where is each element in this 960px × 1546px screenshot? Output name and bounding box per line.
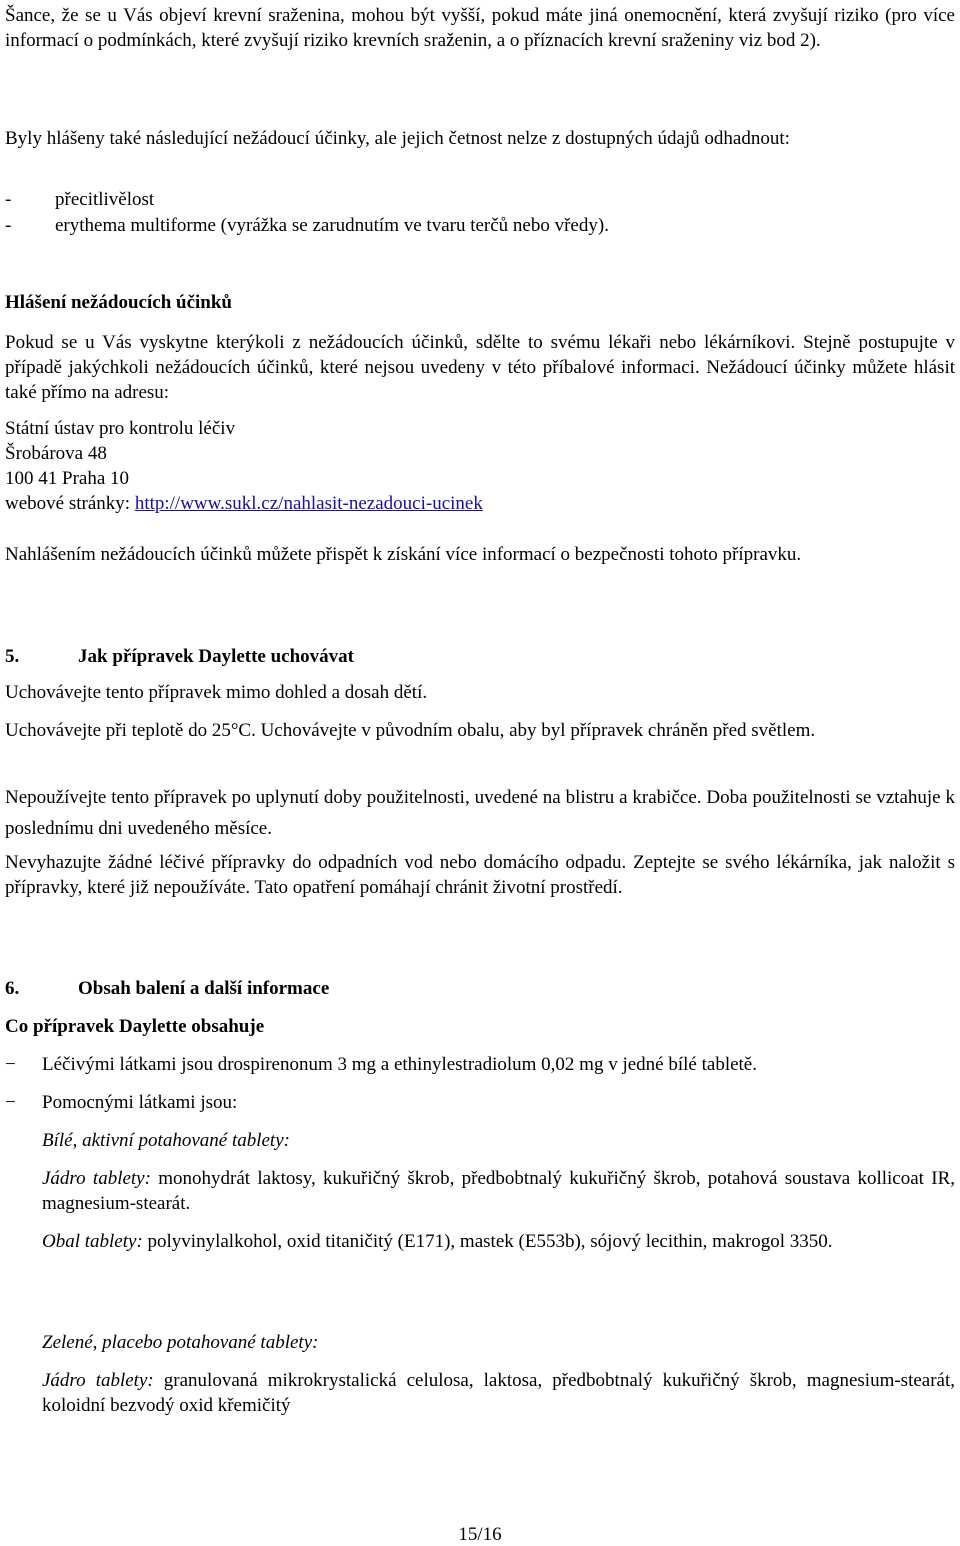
storage-disposal: Nevyhazujte žádné léčivé přípravky do odpadních vod nebo domácího odpadu. Zeptejte se svého lékárníka, jak naložit s přípravky, které již nepoužíváte. Tato opatření pomáhají chránit životní prostředí. — [5, 852, 955, 898]
paragraph-unknown-frequency: Byly hlášeny také následující nežádoucí účinky, ale jejich četnost nelze z dostupných údajů odhadnout: — [5, 128, 790, 149]
paragraph-blood-clot-risk: Šance, že se u Vás objeví krevní sraženina, mohou být vyšší, pokud máte jiná onemocnění, která zvyšují riziko (pro více informací o podmínkách, které zvyšují riziko krevních sraženin, a o příznacích krevní sraženiny viz bod 2). — [5, 5, 955, 51]
list-item: erythema multiforme (vyrážka se zarudnutím ve tvaru terčů nebo vředy). — [55, 215, 609, 236]
page-number: 15/16 — [458, 1524, 502, 1545]
storage-temperature: Uchovávejte při teplotě do 25°C. Uchovávejte v původním obalu, aby byl přípravek chráněn před světlem. — [5, 720, 816, 741]
section-6-number: 6. — [5, 978, 20, 999]
coating-label: Obal tablety: — [42, 1231, 143, 1252]
address-line-2: Šrobárova 48 — [5, 443, 107, 464]
white-coating-text: polyvinylalkohol, oxid titaničitý (E171), mastek (E553b), sójový lecithin, makrogol 3350. — [142, 1231, 833, 1252]
white-tablet-coating — [42, 1229, 955, 1254]
list-dash: - — [5, 215, 12, 236]
white-core-text: monohydrát laktosy, kukuřičný škrob, předbobtnalý kukuřičný škrob, potahová soustava kollicoat IR, magnesium-stearát. — [42, 1168, 955, 1214]
paragraph-safety: Nahlášením nežádoucích účinků můžete přispět k získání více informací o bezpečnosti tohoto přípravku. — [5, 544, 802, 565]
storage-children: Uchovávejte tento přípravek mimo dohled a dosah dětí. — [5, 682, 428, 703]
core-label: Jádro tablety: — [42, 1370, 154, 1391]
section-5-number: 5. — [5, 646, 20, 667]
green-core-text: granulovaná mikrokrystalická celulosa, laktosa, předbobtnalý kukuřičný škrob, magnesium-stearát, koloidní bezvodý oxid křemičitý — [42, 1370, 956, 1416]
heading-reporting: Hlášení nežádoucích účinků — [5, 292, 232, 313]
white-tablets-heading: Bílé, aktivní potahované tablety: — [42, 1130, 290, 1151]
website-line — [5, 491, 955, 516]
bullet-dash: − — [5, 1092, 16, 1113]
green-tablet-core — [42, 1368, 955, 1418]
website-label: webové stránky: — [5, 493, 135, 514]
active-substances: Léčivými látkami jsou drospirenonum 3 mg a ethinylestradiolum 0,02 mg v jedné bílé tabletě. — [42, 1054, 757, 1075]
section-5-title: Jak přípravek Daylette uchovávat — [78, 646, 355, 667]
list-item: přecitlivělost — [55, 189, 155, 210]
green-tablets-heading: Zelené, placebo potahované tablety: — [42, 1332, 319, 1353]
paragraph-reporting: Pokud se u Vás vyskytne kterýkoli z nežádoucích účinků, sdělte to svému lékaři nebo lékárníkovi. Stejně postupujte v případě jakýchkoli nežádoucích účinků, které nejsou uvedeny v této příbalové informaci. Nežádoucí účinky můžete hlásit také přímo na adresu: — [5, 332, 955, 403]
bullet-dash: − — [5, 1054, 16, 1075]
subheading-contents: Co přípravek Daylette obsahuje — [5, 1016, 265, 1037]
section-6-title: Obsah balení a další informace — [78, 978, 330, 999]
core-label: Jádro tablety: — [42, 1168, 151, 1189]
address-line-3: 100 41 Praha 10 — [5, 468, 130, 489]
white-tablet-core — [42, 1166, 955, 1216]
website-link[interactable]: http://www.sukl.cz/nahlasit-nezadouci-ucinek — [134, 493, 483, 514]
excipients-intro: Pomocnými látkami jsou: — [42, 1092, 238, 1113]
list-dash: - — [5, 189, 12, 210]
storage-expiry: Nepoužívejte tento přípravek po uplynutí doby použitelnosti, uvedené na blistru a krabičce. Doba použitelnosti se vztahuje k poslednímu dni uvedeného měsíce. — [5, 787, 955, 839]
address-line-1: Státní ústav pro kontrolu léčiv — [5, 418, 236, 439]
